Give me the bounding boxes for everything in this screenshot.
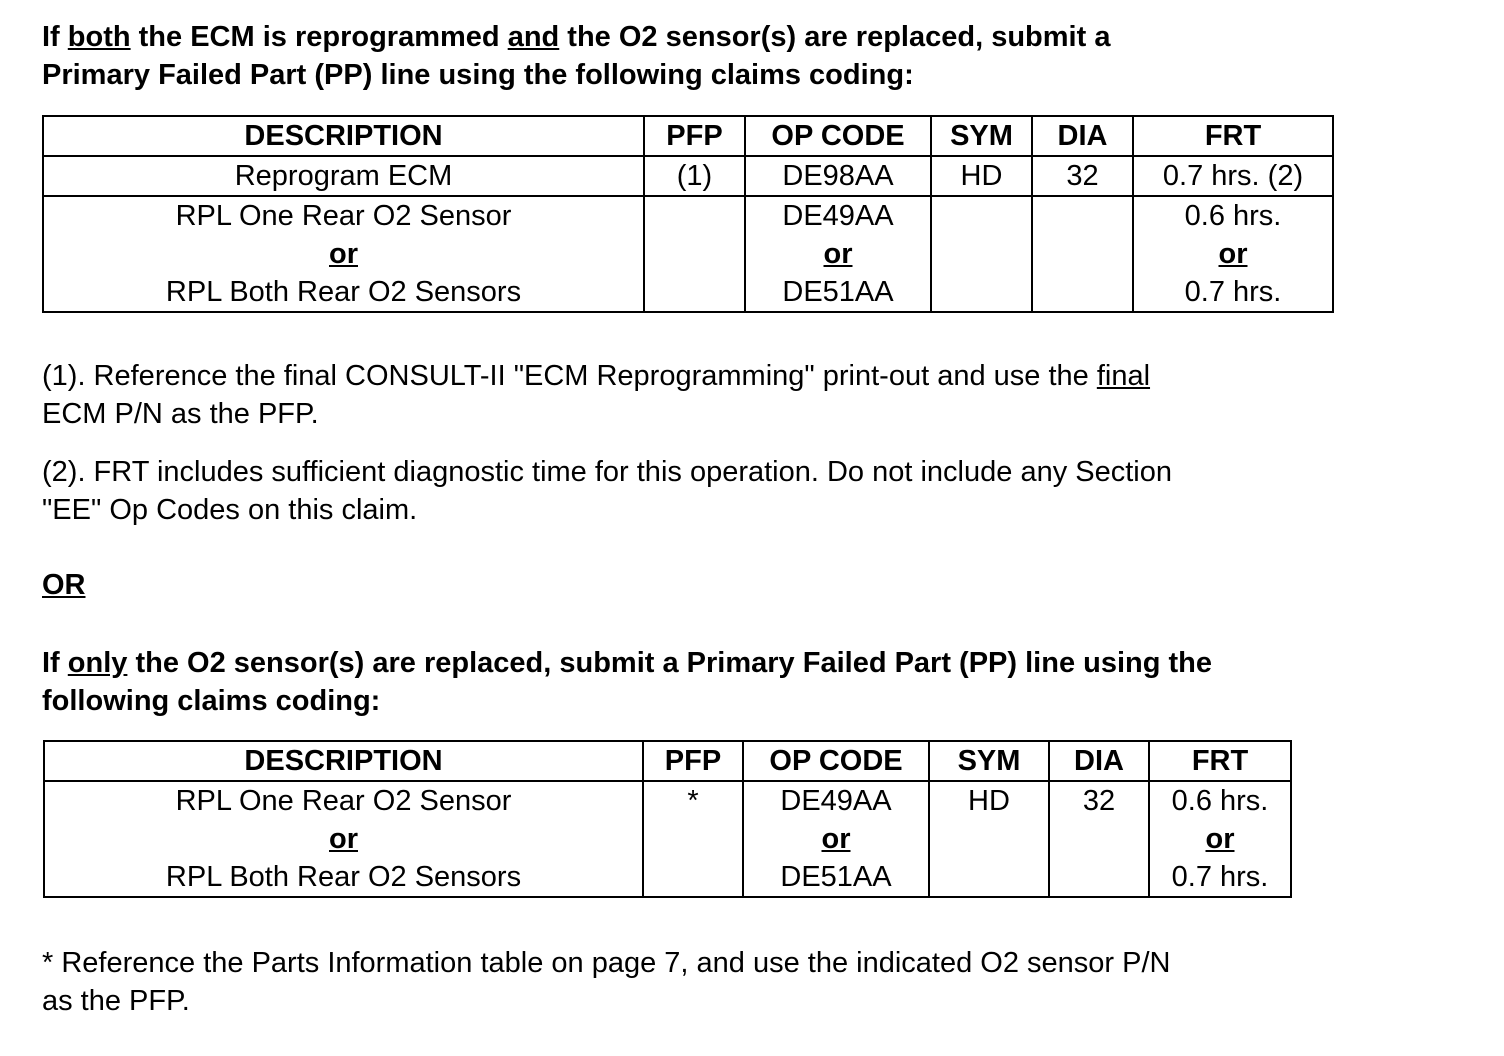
- header-frt: FRT: [1149, 741, 1291, 781]
- intro-2-text: If: [42, 647, 68, 679]
- frt-line: 0.7 hrs.: [1184, 276, 1282, 308]
- note-2-line-2: "EE" Op Codes on this claim.: [42, 494, 418, 526]
- intro-1-emphasis-both: both: [67, 21, 131, 53]
- cell-pfp: [644, 196, 745, 312]
- cell-frt: [1133, 196, 1333, 312]
- or-connector: or: [329, 823, 358, 855]
- claims-coding-table-1: [42, 115, 1334, 313]
- header-dia: DIA: [1032, 116, 1133, 156]
- frt-line: 0.6 hrs.: [1171, 785, 1269, 817]
- claims-coding-table-2: [43, 740, 1292, 898]
- intro-2-emphasis-only: only: [67, 647, 128, 679]
- cell-frt: [1149, 781, 1291, 897]
- cell-op-code: [745, 196, 931, 312]
- note-2-line-1: (2). FRT includes sufficient diagnostic time for this operation. Do not include any Section: [42, 456, 1172, 488]
- description-line: RPL Both Rear O2 Sensors: [165, 276, 522, 308]
- op-code-line: DE49AA: [780, 785, 892, 817]
- cell-description: [44, 781, 643, 897]
- description-line: RPL One Rear O2 Sensor: [175, 200, 512, 232]
- or-connector: or: [329, 238, 358, 270]
- op-code-line: DE51AA: [782, 276, 894, 308]
- table-row: [43, 196, 1333, 312]
- intro-2-line-2: following claims coding:: [42, 685, 381, 717]
- footnote-asterisk: [42, 944, 1170, 1020]
- note-1: [42, 357, 1150, 433]
- table-row: [44, 781, 1291, 897]
- intro-paragraph-2: [42, 644, 1212, 720]
- cell-sym: HD: [931, 156, 1032, 196]
- cell-pfp: (1): [644, 156, 745, 196]
- cell-sym: HD: [929, 781, 1049, 897]
- or-connector: or: [1218, 238, 1248, 270]
- note-1-line-2: ECM P/N as the PFP.: [42, 398, 319, 430]
- intro-1-emphasis-and: and: [507, 21, 560, 53]
- cell-dia: 32: [1032, 156, 1133, 196]
- note-2: [42, 453, 1172, 529]
- description-line: RPL Both Rear O2 Sensors: [165, 861, 522, 893]
- intro-2-line-1: [42, 644, 1212, 682]
- table-header-row: [44, 741, 1291, 781]
- cell-frt: 0.7 hrs. (2): [1133, 156, 1333, 196]
- intro-1-text: the O2 sensor(s) are replaced, submit a: [559, 21, 1111, 53]
- header-op-code: OP CODE: [743, 741, 929, 781]
- intro-1-text: If: [42, 21, 68, 53]
- note-1-line-1: [42, 357, 1150, 395]
- intro-1-text: the ECM is reprogrammed: [130, 21, 508, 53]
- op-code-line: DE49AA: [782, 200, 894, 232]
- header-description: DESCRIPTION: [44, 741, 643, 781]
- note-1-text: (1). Reference the final CONSULT-II "ECM Reprogramming" print-out and use the: [42, 360, 1097, 392]
- intro-1-line-2: Primary Failed Part (PP) line using the following claims coding:: [42, 59, 914, 91]
- cell-op-code: DE98AA: [745, 156, 931, 196]
- intro-paragraph-1: [42, 18, 1110, 94]
- or-heading: OR: [42, 569, 86, 601]
- header-dia: DIA: [1049, 741, 1149, 781]
- note-1-emphasis-final: final: [1096, 360, 1151, 392]
- cell-op-code: [743, 781, 929, 897]
- cell-pfp: *: [643, 781, 743, 897]
- description-line: RPL One Rear O2 Sensor: [175, 785, 512, 817]
- or-connector: or: [823, 238, 853, 270]
- intro-2-text: the O2 sensor(s) are replaced, submit a Primary Failed Part (PP) line using the: [127, 647, 1213, 679]
- header-pfp: PFP: [644, 116, 745, 156]
- header-pfp: PFP: [643, 741, 743, 781]
- cell-description: [43, 196, 644, 312]
- header-frt: FRT: [1133, 116, 1333, 156]
- cell-description: Reprogram ECM: [43, 156, 644, 196]
- footnote-line-2: as the PFP.: [42, 985, 190, 1017]
- header-op-code: OP CODE: [745, 116, 931, 156]
- header-description: DESCRIPTION: [43, 116, 644, 156]
- footnote-line-1: * Reference the Parts Information table on page 7, and use the indicated O2 sensor P/N: [42, 947, 1171, 979]
- header-sym: SYM: [931, 116, 1032, 156]
- frt-line: 0.6 hrs.: [1184, 200, 1282, 232]
- intro-1-line-1: [42, 18, 1110, 56]
- cell-dia: [1032, 196, 1133, 312]
- frt-line: 0.7 hrs.: [1171, 861, 1269, 893]
- table-row: [43, 156, 1333, 196]
- op-code-line: DE51AA: [780, 861, 892, 893]
- cell-sym: [931, 196, 1032, 312]
- table-header-row: [43, 116, 1333, 156]
- header-sym: SYM: [929, 741, 1049, 781]
- cell-dia: 32: [1049, 781, 1149, 897]
- or-connector: or: [821, 823, 851, 855]
- or-connector: or: [1205, 823, 1235, 855]
